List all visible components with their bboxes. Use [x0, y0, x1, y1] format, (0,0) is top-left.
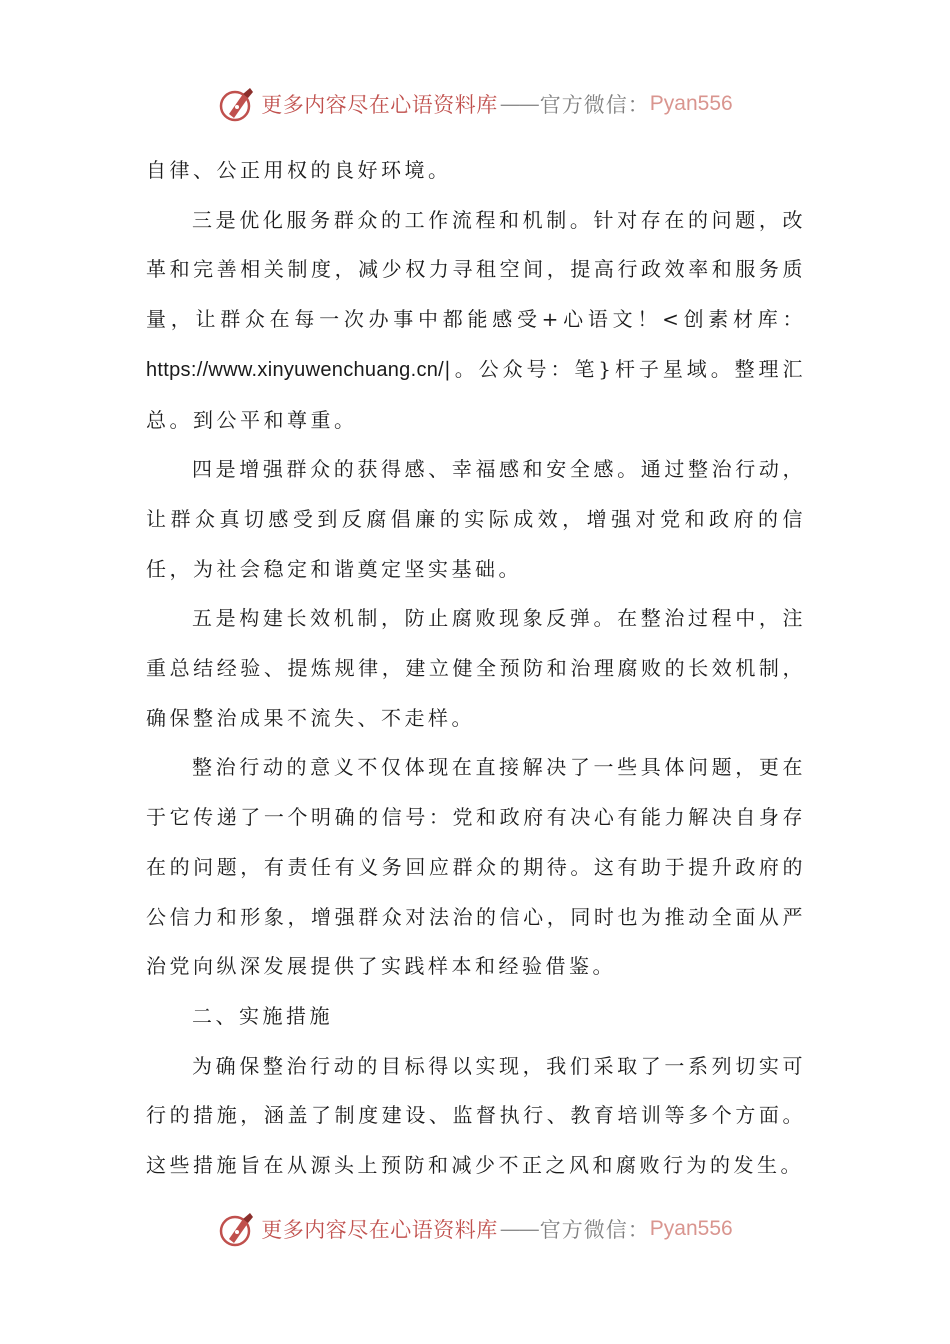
- paragraph-1: 自律、公正用权的良好环境。: [146, 158, 452, 182]
- banner-dash: ——: [499, 1217, 538, 1241]
- brand-text: 更多内容尽在心语资料库: [261, 93, 498, 117]
- paragraph-2-part-b: |。公众号：笔}杆子星域。整理汇总。到公平和尊重。: [146, 356, 806, 432]
- paragraph-2-part-a: 三是优化服务群众的工作流程和机制。针对存在的问题，改革和完善相关制度，减少权力寻租空间，提高行政效率和服务质量，让群众在每一次办事中都能感受+心语文！<创素材库：: [146, 207, 806, 332]
- wechat-id: Pyan556: [649, 92, 733, 115]
- paragraph-5: 整治行动的意义不仅体现在直接解决了一些具体问题，更在于它传递了一个明确的信号：党和政府有决心有能力解决自身存在的问题，有责任有义务回应群众的期待。这有助于提升政府的公信力和形象，增强群众对法治的信心，同时也为推动全面从严治党向纵深发展提供了实践样本和经验借鉴。: [146, 755, 806, 979]
- paragraph-2: [146, 196, 806, 446]
- header-banner: [0, 82, 950, 126]
- paragraph-6: 为确保整治行动的目标得以实现，我们采取了一系列切实可行的措施，涵盖了制度建设、监督执行、教育培训等多个方面。这些措施旨在从源头上预防和减少不正之风和腐败行为的发生。: [146, 1053, 806, 1178]
- wechat-label: 官方微信：: [539, 1218, 650, 1242]
- footer-banner: [0, 1207, 950, 1251]
- section-heading: 二、实施措施: [192, 1003, 333, 1028]
- pen-nib-logo-icon: [217, 1209, 257, 1249]
- wechat-id: Pyan556: [649, 1217, 733, 1240]
- website-url: https://www.xinyuwenchuang.cn/: [146, 358, 445, 381]
- paragraph-4: 五是构建长效机制，防止腐败现象反弹。在整治过程中，注重总结经验、提炼规律，建立健全预防和治理腐败的长效机制，确保整治成果不流失、不走样。: [146, 606, 806, 730]
- banner-dash: ——: [499, 92, 538, 116]
- document-body: [146, 146, 806, 1191]
- brand-text: 更多内容尽在心语资料库: [261, 1218, 498, 1242]
- pen-nib-logo-icon: [217, 84, 257, 124]
- wechat-label: 官方微信：: [539, 93, 650, 117]
- paragraph-3: 四是增强群众的获得感、幸福感和安全感。通过整治行动，让群众真切感受到反腐倡廉的实际成效，增强对党和政府的信任，为社会稳定和谐奠定坚实基础。: [146, 457, 806, 581]
